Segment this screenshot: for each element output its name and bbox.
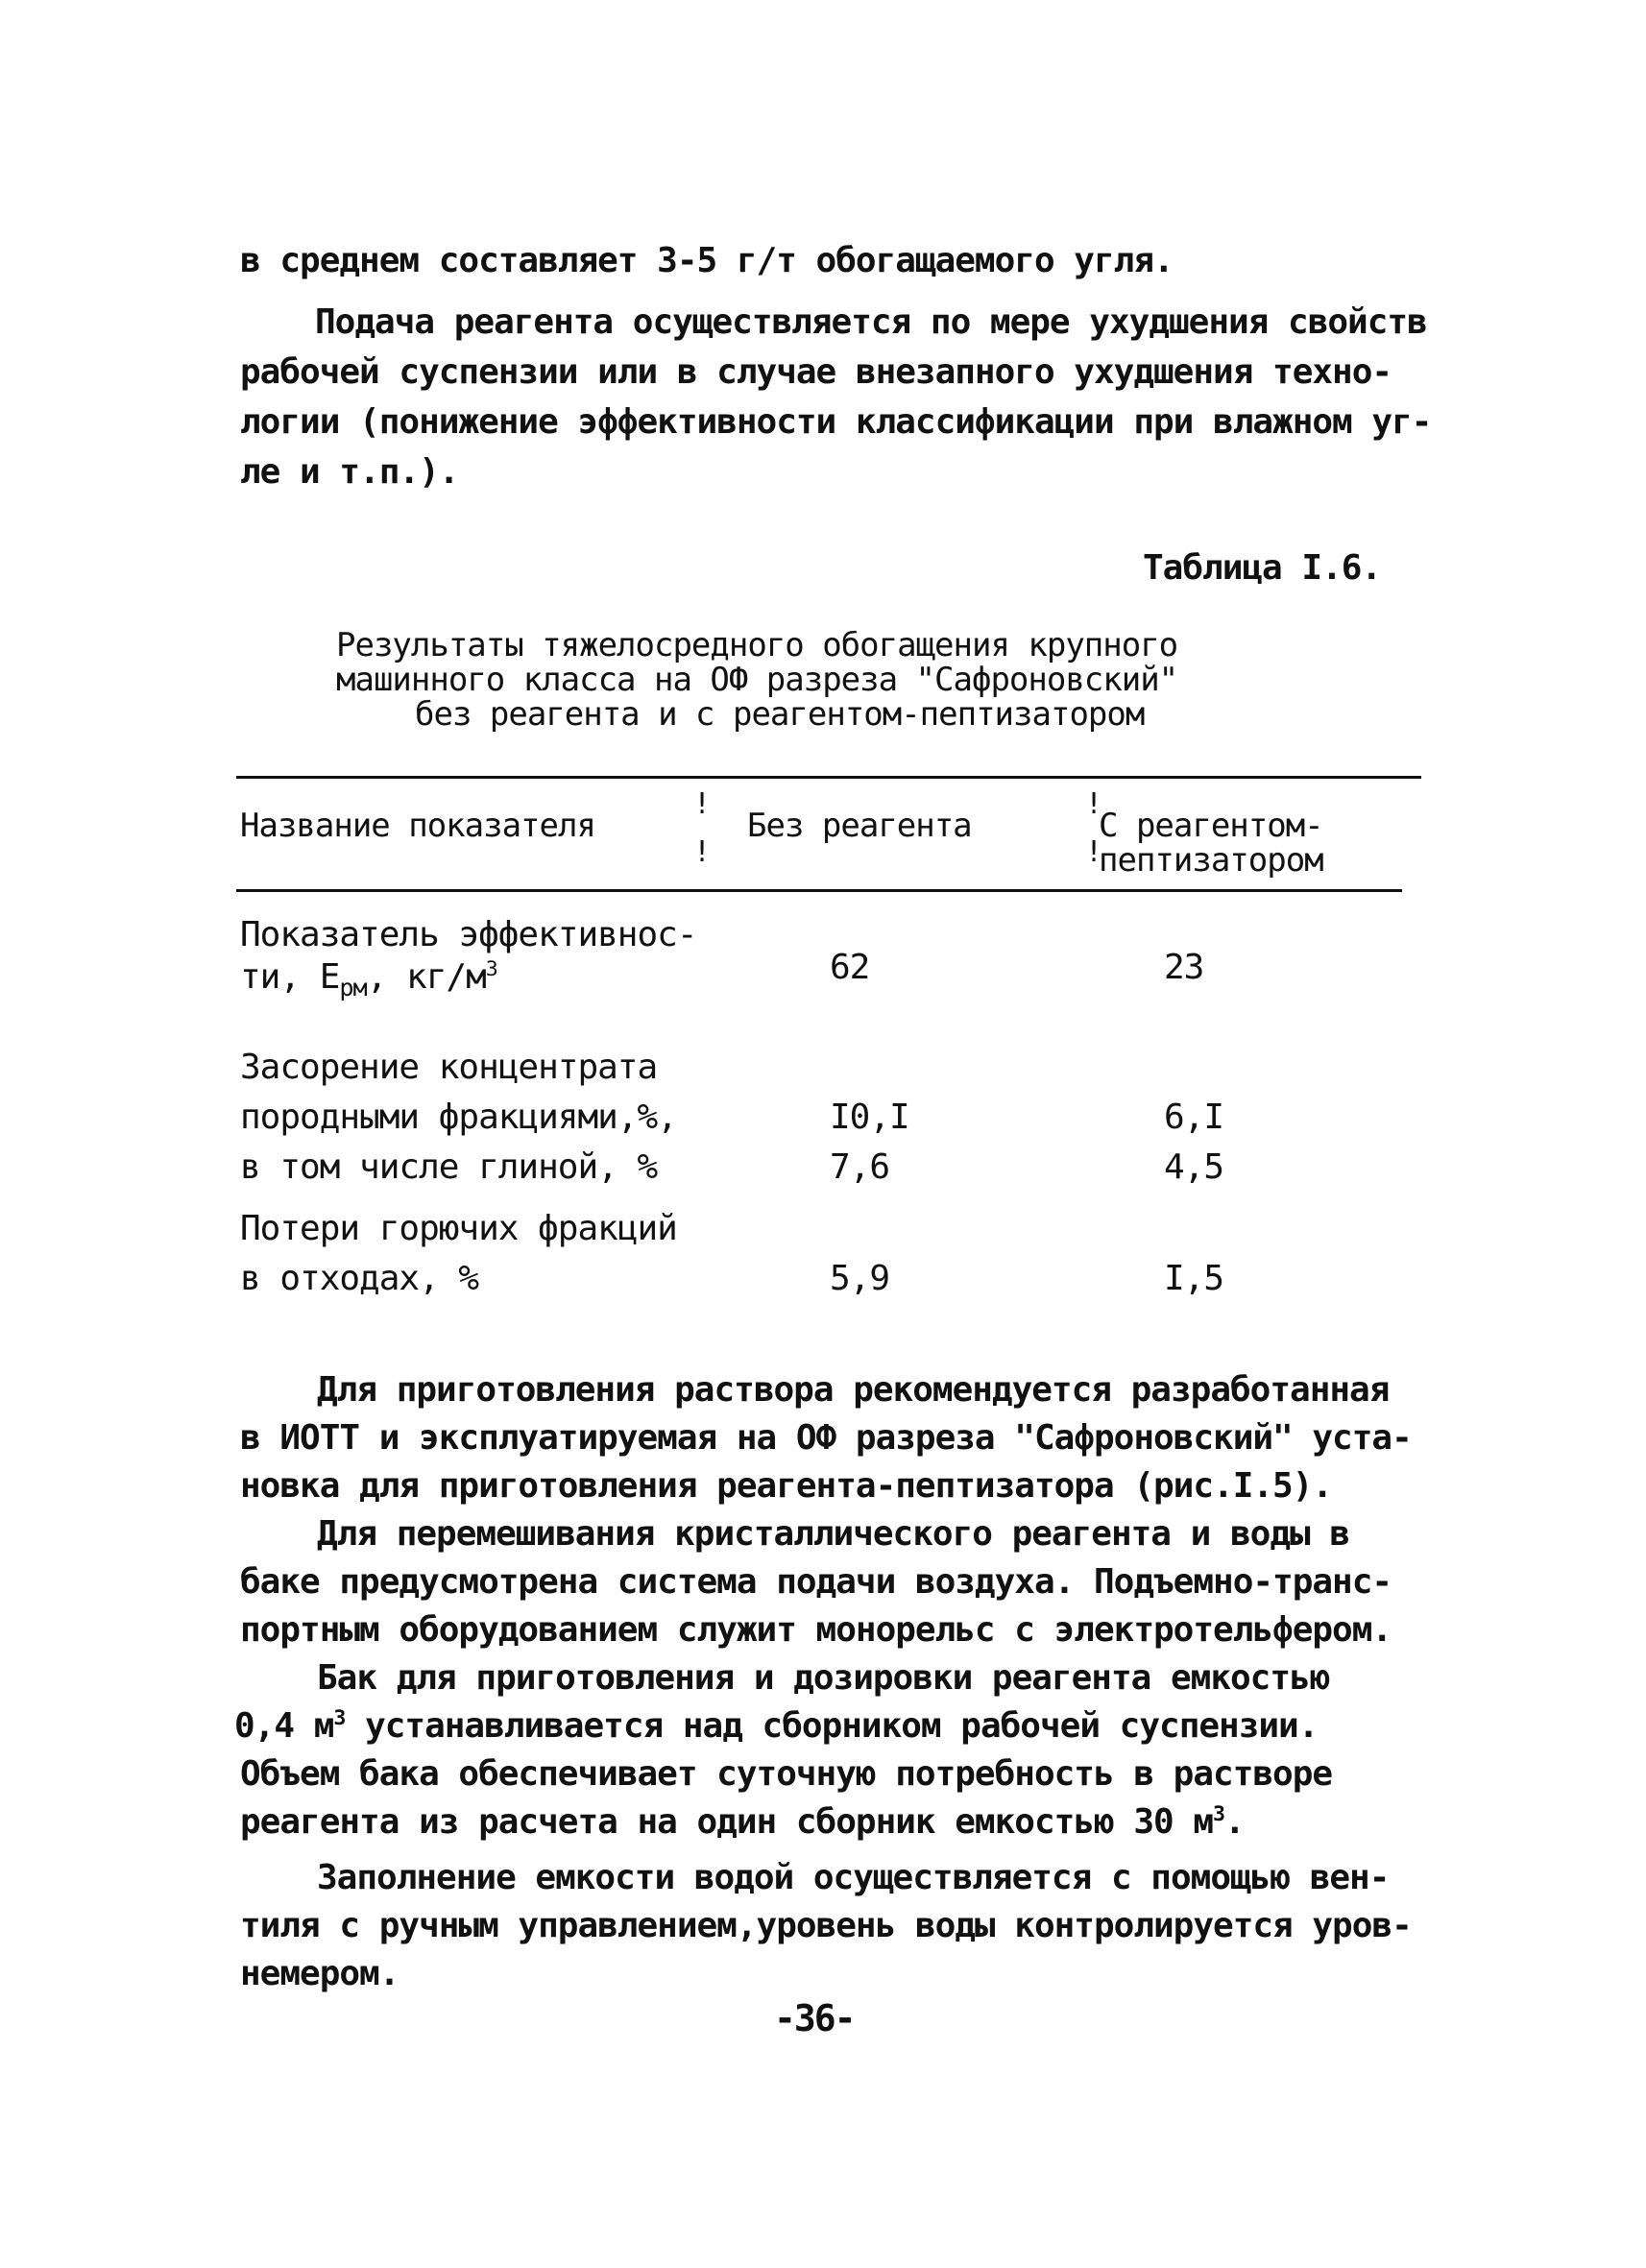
paragraph4-line4: реагента из расчета на один сборник емкостью 30 $м^3$. — [240, 1802, 1245, 1842]
header-separator-2b: ! — [1085, 835, 1103, 869]
row3-value-with: I,5 — [1164, 1259, 1224, 1298]
intro-line: в среднем составляет 3-5 г/т обогащаемого угля. — [240, 241, 1174, 280]
table-title-line2: машинного класса на ОФ разреза "Сафроновский" — [336, 661, 1178, 699]
table-header-rule — [236, 889, 1402, 892]
row2-value-without-total: I0,I — [830, 1098, 909, 1137]
header-col-with-reagent-line2: пептизатором — [1099, 841, 1323, 880]
row2-value-with-total: 6,I — [1164, 1098, 1224, 1137]
paragraph2-line3: новка для приготовления реагента-пептизатора (рис.I.5). — [240, 1466, 1333, 1506]
paragraph2-line2: в ИОТТ и эксплуатируемая на ОФ разреза "Сафроновский" уста- — [240, 1418, 1412, 1458]
row2-label-line3: в том числе глиной, % — [240, 1147, 658, 1187]
header-col-name: Название показателя — [240, 807, 595, 845]
header-separator-1b: ! — [693, 835, 712, 869]
paragraph4-line2: 0,4 $м^3$ устанавливается над сборником рабочей суспензии. — [234, 1706, 1319, 1746]
table-label: Таблица I.6. — [1143, 548, 1382, 588]
row2-value-without-clay: 7,6 — [830, 1147, 890, 1187]
row2-label-line2: породными фракциями,%, — [240, 1098, 677, 1137]
paragraph3-line3: портным оборудованием служит монорельс с электротельфером. — [240, 1610, 1392, 1650]
paragraph1-line1: Подача реагента осуществляется по мере ухудшения свойств — [315, 302, 1427, 342]
table-title-line1: Результаты тяжелосредного обогащения крупного — [336, 626, 1178, 664]
paragraph1-line3: логии (понижение эффективности классификации при влажном уг- — [240, 402, 1432, 442]
header-separator-2a: ! — [1085, 787, 1103, 821]
header-col-with-reagent-line1: С реагентом- — [1099, 807, 1323, 845]
paragraph2-line1: Для приготовления раствора рекомендуется разработанная — [317, 1370, 1390, 1410]
row3-value-without: 5,9 — [830, 1259, 890, 1298]
paragraph1-line2: рабочей суспензии или в случае внезапного ухудшения техно- — [240, 352, 1392, 392]
row3-label-line2: в отходах, % — [240, 1259, 479, 1298]
row1-label-line2: ти, $E_{рм}$, $кг/м^3$ — [240, 957, 497, 1002]
row1-value-without: 62 — [830, 948, 870, 987]
row3-label-line1: Потери горючих фракций — [240, 1209, 677, 1248]
paragraph3-line1: Для перемешивания кристаллического реагента и воды в — [317, 1514, 1350, 1554]
row1-label-line1: Показатель эффективнос- — [240, 915, 697, 954]
paragraph5-line1: Заполнение емкости водой осуществляется с помощью вен- — [317, 1858, 1390, 1897]
paragraph5-line3: немером. — [240, 1954, 399, 1993]
paragraph1-line4: ле и т.п.). — [240, 452, 459, 492]
paragraph4-line3: Объем бака обеспечивает суточную потребность в растворе — [240, 1754, 1333, 1794]
table-title-line3: без реагента и с реагентом-пептизатором — [415, 695, 1145, 734]
paragraph3-line2: баке предусмотрена система подачи воздуха. Подъемно-транс- — [240, 1562, 1392, 1602]
table-top-rule — [236, 776, 1421, 779]
row2-value-with-clay: 4,5 — [1164, 1147, 1224, 1187]
row2-label-line1: Засорение концентрата — [240, 1048, 658, 1087]
paragraph5-line2: тиля с ручным управлением,уровень воды контролируется уров- — [240, 1906, 1412, 1945]
paragraph4-line1: Бак для приготовления и дозировки реагента емкостью — [317, 1658, 1330, 1698]
header-col-without-reagent: Без реагента — [747, 807, 972, 845]
page-number: -36- — [774, 1997, 855, 2039]
row1-value-with: 23 — [1164, 948, 1204, 987]
header-separator-1a: ! — [693, 787, 712, 821]
